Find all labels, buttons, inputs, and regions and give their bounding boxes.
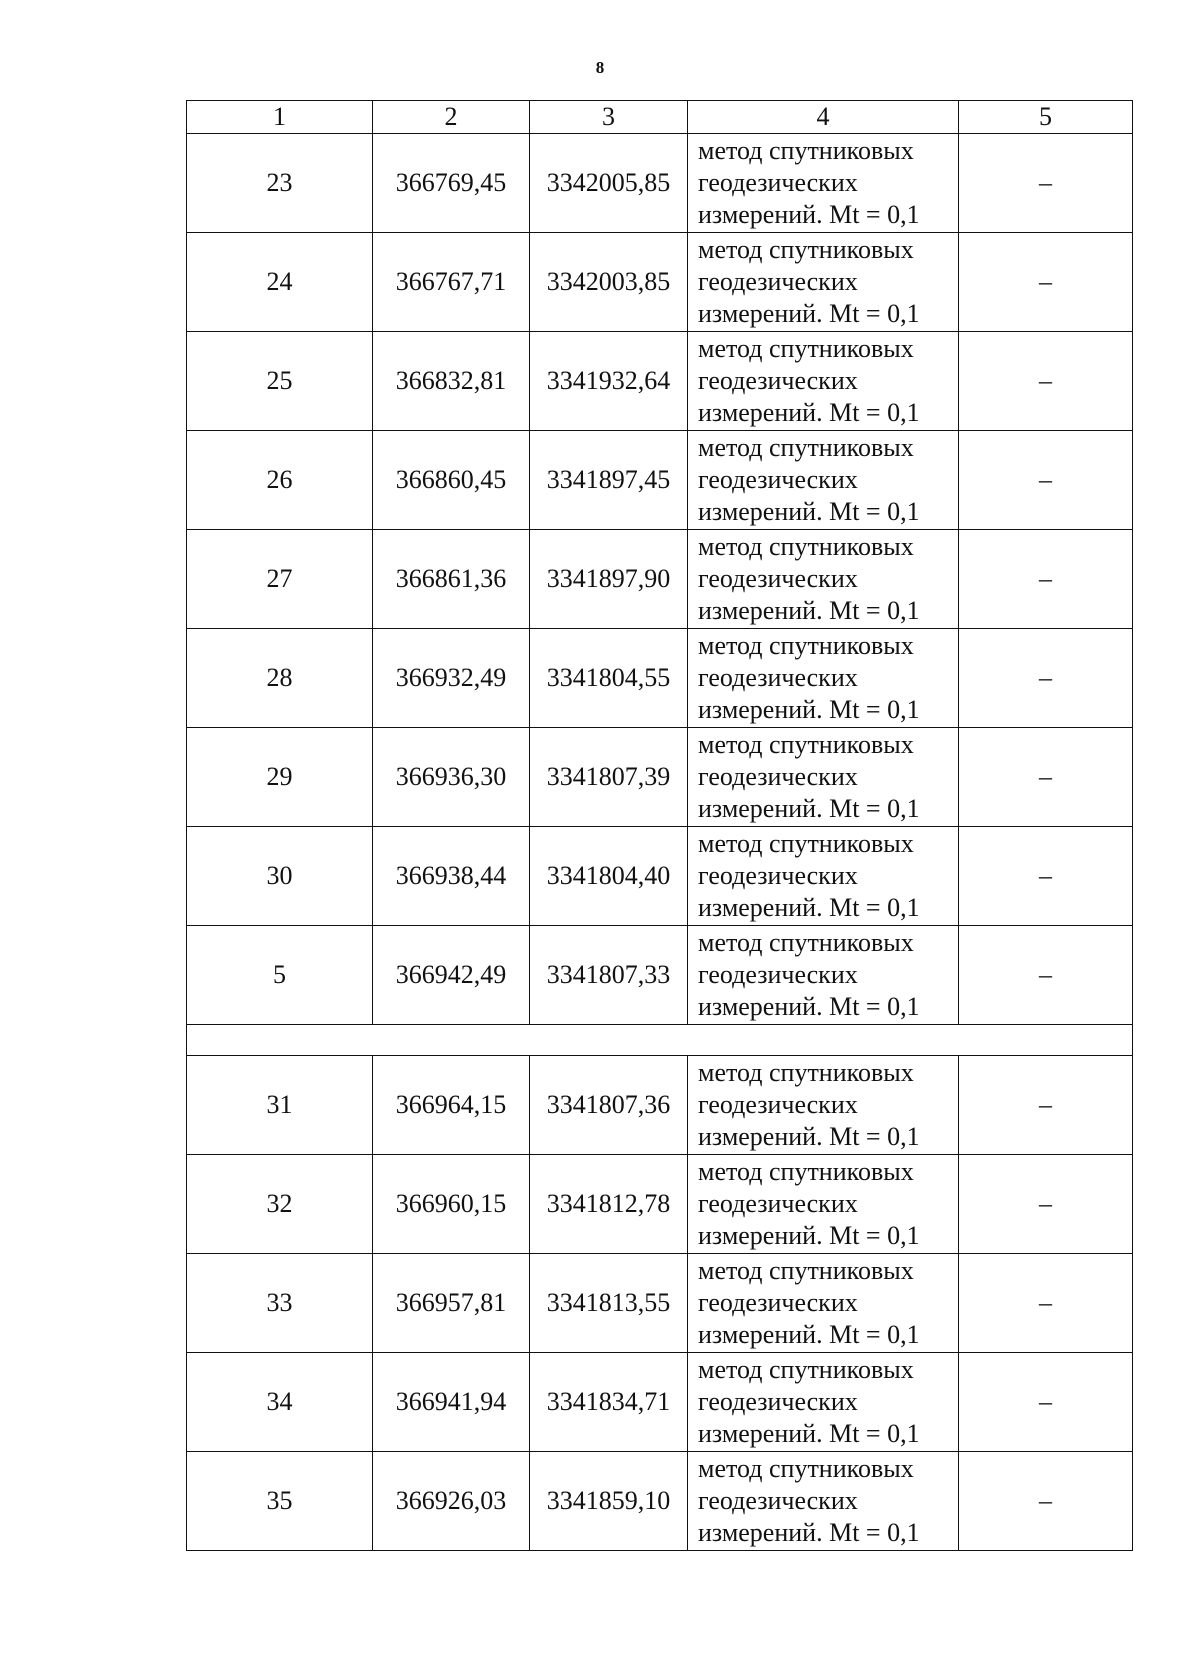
x-coordinate-cell: 366832,81 xyxy=(373,332,530,431)
note-cell: – xyxy=(959,629,1133,728)
method-cell: метод спутниковых геодезических измерений. Mt = 0,1 xyxy=(688,1155,959,1254)
method-cell: метод спутниковых геодезических измерений. Mt = 0,1 xyxy=(688,926,959,1025)
table-row xyxy=(187,332,1133,431)
y-coordinate-cell: 3342003,85 xyxy=(530,233,688,332)
point-number-cell: 32 xyxy=(187,1155,373,1254)
table-row xyxy=(187,134,1133,233)
note-cell: – xyxy=(959,728,1133,827)
method-cell: метод спутниковых геодезических измерений. Mt = 0,1 xyxy=(688,1452,959,1551)
y-coordinate-cell: 3341804,55 xyxy=(530,629,688,728)
y-coordinate-cell: 3341932,64 xyxy=(530,332,688,431)
point-number-cell: 35 xyxy=(187,1452,373,1551)
method-cell: метод спутниковых геодезических измерений. Mt = 0,1 xyxy=(688,233,959,332)
note-cell: – xyxy=(959,1353,1133,1452)
x-coordinate-cell: 366964,15 xyxy=(373,1056,530,1155)
y-coordinate-cell: 3341807,33 xyxy=(530,926,688,1025)
method-cell: метод спутниковых геодезических измерений. Mt = 0,1 xyxy=(688,629,959,728)
table-body xyxy=(187,134,1133,1551)
note-cell: – xyxy=(959,1452,1133,1551)
note-cell: – xyxy=(959,1056,1133,1155)
x-coordinate-cell: 366936,30 xyxy=(373,728,530,827)
x-coordinate-cell: 366938,44 xyxy=(373,827,530,926)
table-row xyxy=(187,1254,1133,1353)
method-cell: метод спутниковых геодезических измерений. Mt = 0,1 xyxy=(688,728,959,827)
y-coordinate-cell: 3341897,90 xyxy=(530,530,688,629)
x-coordinate-cell: 366960,15 xyxy=(373,1155,530,1254)
method-cell: метод спутниковых геодезических измерений. Mt = 0,1 xyxy=(688,1353,959,1452)
table-row xyxy=(187,1056,1133,1155)
y-coordinate-cell: 3342005,85 xyxy=(530,134,688,233)
note-cell: – xyxy=(959,332,1133,431)
x-coordinate-cell: 366860,45 xyxy=(373,431,530,530)
table-row xyxy=(187,431,1133,530)
column-header: 2 xyxy=(373,101,530,134)
y-coordinate-cell: 3341807,36 xyxy=(530,1056,688,1155)
x-coordinate-cell: 366767,71 xyxy=(373,233,530,332)
column-header: 4 xyxy=(688,101,959,134)
method-cell: метод спутниковых геодезических измерений. Mt = 0,1 xyxy=(688,332,959,431)
method-cell: метод спутниковых геодезических измерений. Mt = 0,1 xyxy=(688,431,959,530)
method-cell: метод спутниковых геодезических измерений. Mt = 0,1 xyxy=(688,1056,959,1155)
point-number-cell: 30 xyxy=(187,827,373,926)
point-number-cell: 28 xyxy=(187,629,373,728)
note-cell: – xyxy=(959,134,1133,233)
point-number-cell: 24 xyxy=(187,233,373,332)
contour-separator-row xyxy=(187,1025,1133,1056)
table-row xyxy=(187,629,1133,728)
column-header: 5 xyxy=(959,101,1133,134)
column-header: 3 xyxy=(530,101,688,134)
x-coordinate-cell: 366769,45 xyxy=(373,134,530,233)
x-coordinate-cell: 366932,49 xyxy=(373,629,530,728)
point-number-cell: 23 xyxy=(187,134,373,233)
table-row xyxy=(187,1155,1133,1254)
point-number-cell: 34 xyxy=(187,1353,373,1452)
note-cell: – xyxy=(959,431,1133,530)
note-cell: – xyxy=(959,530,1133,629)
y-coordinate-cell: 3341859,10 xyxy=(530,1452,688,1551)
method-cell: метод спутниковых геодезических измерений. Mt = 0,1 xyxy=(688,530,959,629)
note-cell: – xyxy=(959,926,1133,1025)
y-coordinate-cell: 3341813,55 xyxy=(530,1254,688,1353)
column-header: 1 xyxy=(187,101,373,134)
note-cell: – xyxy=(959,1254,1133,1353)
separator-cell xyxy=(187,1025,1133,1056)
page-number: 8 xyxy=(595,58,605,77)
y-coordinate-cell: 3341897,45 xyxy=(530,431,688,530)
note-cell: – xyxy=(959,233,1133,332)
method-cell: метод спутниковых геодезических измерений. Mt = 0,1 xyxy=(688,827,959,926)
table-row xyxy=(187,728,1133,827)
point-number-cell: 25 xyxy=(187,332,373,431)
point-number-cell: 27 xyxy=(187,530,373,629)
method-cell: метод спутниковых геодезических измерений. Mt = 0,1 xyxy=(688,134,959,233)
y-coordinate-cell: 3341834,71 xyxy=(530,1353,688,1452)
x-coordinate-cell: 366861,36 xyxy=(373,530,530,629)
coordinates-table xyxy=(186,100,1133,1551)
table-row xyxy=(187,926,1133,1025)
y-coordinate-cell: 3341812,78 xyxy=(530,1155,688,1254)
table-header-row xyxy=(187,101,1133,134)
x-coordinate-cell: 366942,49 xyxy=(373,926,530,1025)
point-number-cell: 29 xyxy=(187,728,373,827)
y-coordinate-cell: 3341804,40 xyxy=(530,827,688,926)
point-number-cell: 33 xyxy=(187,1254,373,1353)
table-row xyxy=(187,530,1133,629)
point-number-cell: 26 xyxy=(187,431,373,530)
point-number-cell: 31 xyxy=(187,1056,373,1155)
x-coordinate-cell: 366941,94 xyxy=(373,1353,530,1452)
y-coordinate-cell: 3341807,39 xyxy=(530,728,688,827)
table-row xyxy=(187,1452,1133,1551)
note-cell: – xyxy=(959,1155,1133,1254)
table-row xyxy=(187,827,1133,926)
x-coordinate-cell: 366957,81 xyxy=(373,1254,530,1353)
x-coordinate-cell: 366926,03 xyxy=(373,1452,530,1551)
table-row xyxy=(187,233,1133,332)
method-cell: метод спутниковых геодезических измерений. Mt = 0,1 xyxy=(688,1254,959,1353)
point-number-cell: 5 xyxy=(187,926,373,1025)
note-cell: – xyxy=(959,827,1133,926)
table-row xyxy=(187,1353,1133,1452)
